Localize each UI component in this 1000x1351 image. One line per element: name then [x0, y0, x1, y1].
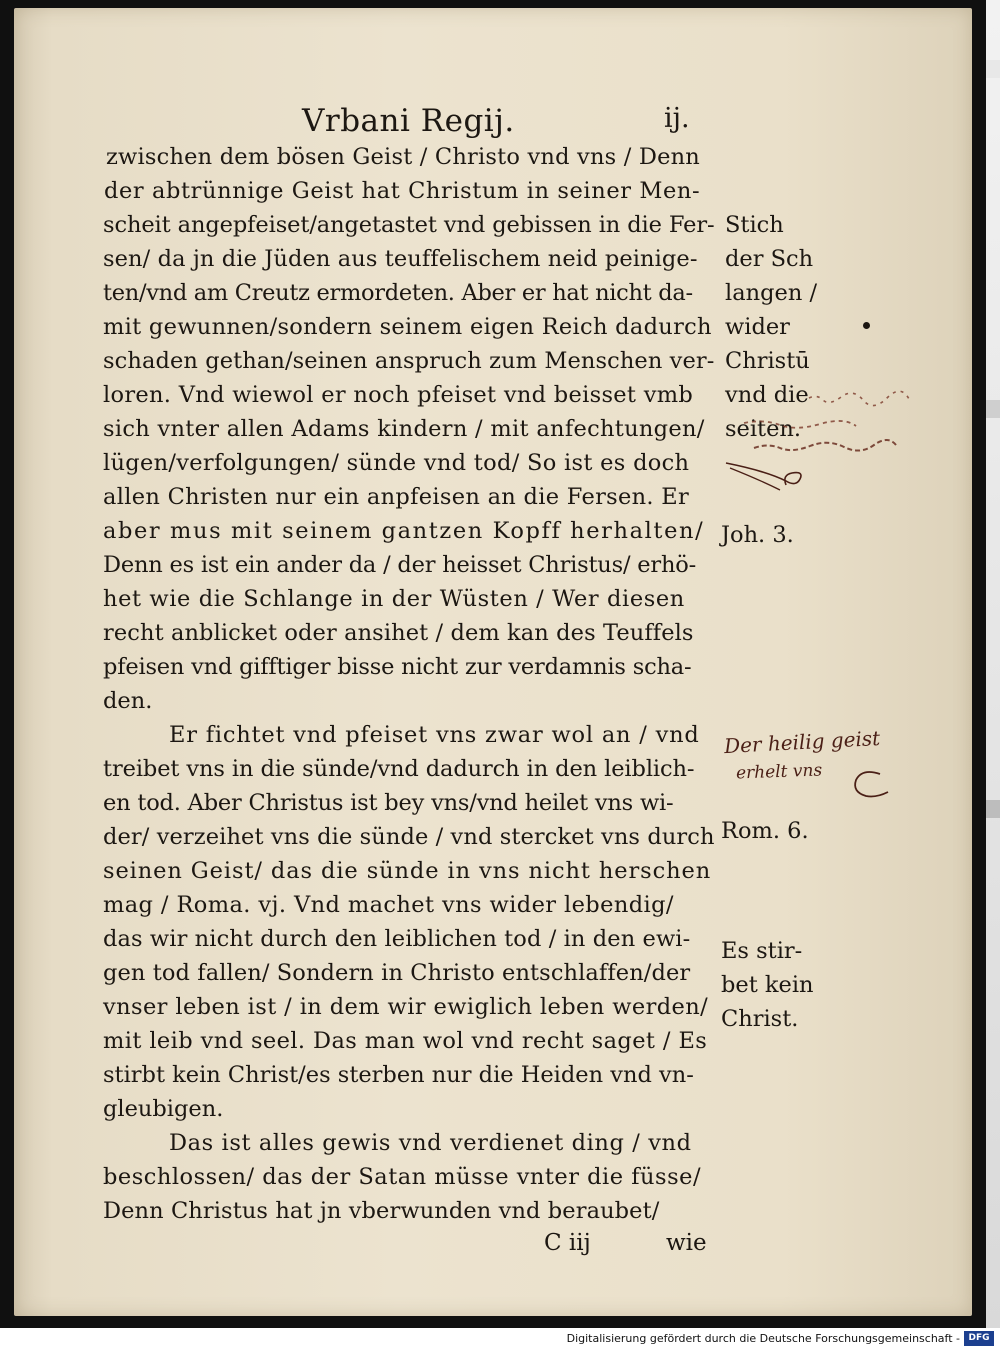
dfg-logo: DFG: [964, 1331, 994, 1346]
text-line: loren. Vnd wiewol er noch pfeiset vnd beisset vmb: [103, 382, 694, 408]
running-head: Vrbani Regij.: [302, 103, 515, 139]
text-line: gen tod fallen/ Sondern in Christo entschlaffen/der: [103, 960, 691, 986]
folio-number: ij.: [664, 103, 690, 134]
sidenote-line: Es stir-: [721, 938, 803, 964]
handwritten-note: Der heilig geist: [723, 725, 881, 759]
footer-bar: [0, 1328, 1000, 1351]
text-line: beschlossen/ das der Satan müsse vnter die füsse/: [103, 1164, 702, 1190]
text-line: Denn es ist ein ander da / der heisset Christus/ erhö-: [103, 552, 696, 578]
footer-credit: Digitalisierung gefördert durch die Deutsche Forschungsgemeinschaft -: [566, 1332, 960, 1345]
text-line: het wie die Schlange in der Wüsten / Wer diesen: [103, 586, 685, 612]
handwritten-note: erhelt vns: [735, 760, 823, 784]
book-page: [14, 8, 972, 1316]
text-line: mit leib vnd seel. Das man wol vnd recht saget / Es: [103, 1028, 708, 1054]
text-line: recht anblicket oder ansihet / dem kan des Teuffels: [103, 620, 694, 646]
text-line: sen/ da jn die Jüden aus teuffelischem neid peinige-: [103, 246, 698, 272]
signature-mark: C iij: [544, 1230, 591, 1256]
ink-dot: [863, 322, 870, 329]
text-line: gleubigen.: [103, 1096, 224, 1122]
text-line: Denn Christus hat jn vberwunden vnd beraubet/: [103, 1198, 660, 1224]
sidenote-line: Christ.: [721, 1006, 799, 1032]
sidenote-line: bet kein: [721, 972, 814, 998]
text-line: aber mus mit seinem gantzen Kopff herhalten/: [103, 518, 705, 544]
text-line: allen Christen nur ein anpfeisen an die Fersen. Er: [103, 484, 690, 510]
text-line: stirbt kein Christ/es sterben nur die Heiden vnd vn-: [103, 1062, 694, 1088]
text-line: schaden gethan/seinen anspruch zum Menschen ver-: [103, 348, 715, 374]
text-line: en tod. Aber Christus ist bey vns/vnd heilet vns wi-: [103, 790, 674, 816]
text-line: lügen/verfolgungen/ sünde vnd tod/ So ist es doch: [103, 450, 690, 476]
text-line: Er fichtet vnd pfeiset vns zwar wol an / vnd: [169, 722, 700, 748]
catchword: wie: [666, 1230, 707, 1256]
text-line: vnser leben ist / in dem wir ewiglich leben werden/: [103, 994, 709, 1020]
text-line: das wir nicht durch den leiblichen tod / in den ewi-: [103, 926, 691, 952]
text-line: seinen Geist/ das die sünde in vns nicht herschen: [103, 858, 712, 884]
text-line: den.: [103, 688, 153, 714]
text-line: Das ist alles gewis vnd verdienet ding / vnd: [169, 1130, 692, 1156]
text-line: scheit angepfeiset/angetastet vnd gebissen in die Fer-: [103, 212, 715, 238]
text-line: ten/vnd am Creutz ermordeten. Aber er hat nicht da-: [103, 280, 693, 306]
text-line: der/ verzeihet vns die sünde / vnd stercket vns durch: [103, 824, 715, 850]
sidenote-line: der Sch: [725, 246, 814, 272]
text-line: der abtrünnige Geist hat Christum in seiner Men-: [104, 178, 701, 204]
text-line: mag / Roma. vj. Vnd machet vns wider lebendig/: [103, 892, 674, 918]
sidenote-line: vnd die: [725, 382, 809, 408]
scripture-ref-romans: Rom. 6.: [721, 818, 809, 844]
text-line: pfeisen vnd gifftiger bisse nicht zur verdamnis scha-: [103, 654, 692, 680]
sidenote-line: wider: [725, 314, 790, 340]
manuscript-scribbles: [714, 368, 934, 518]
sidenote-line: Christū: [725, 348, 810, 374]
text-line: treibet vns in die sünde/vnd dadurch in den leiblich-: [103, 756, 695, 782]
text-line: zwischen dem bösen Geist / Christo vnd vns / Denn: [106, 144, 700, 170]
text-line: mit gewunnen/sondern seinem eigen Reich dadurch: [103, 314, 712, 340]
text-line: sich vnter allen Adams kindern / mit anfechtungen/: [103, 416, 705, 442]
sidenote-line: seiten.: [725, 416, 802, 442]
handwritten-flourish: [844, 764, 894, 804]
scripture-ref-john: Joh. 3.: [721, 522, 794, 548]
sidenote-line: langen /: [725, 280, 818, 306]
sidenote-line: Stich: [725, 212, 784, 238]
scan-ruler: [986, 0, 1000, 1328]
